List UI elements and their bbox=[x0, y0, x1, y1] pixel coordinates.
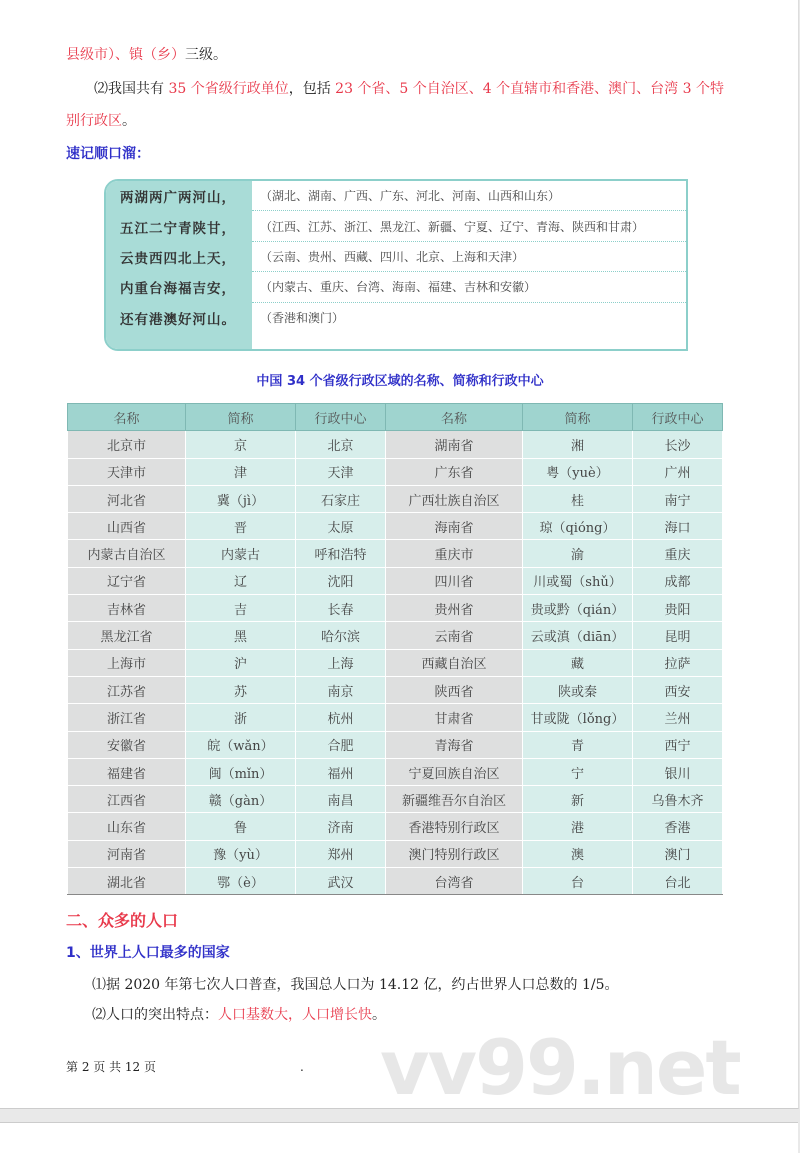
mnemonic-verses bbox=[106, 181, 252, 349]
highlight-text: 县级市）、镇（乡） bbox=[66, 47, 185, 63]
table-cell: 呼和浩特 bbox=[296, 540, 386, 567]
table-cell: 哈尔滨 bbox=[296, 622, 386, 649]
table-row bbox=[68, 840, 723, 867]
table-cell: 浙江省 bbox=[68, 704, 186, 731]
table-cell: 香港 bbox=[633, 813, 723, 840]
table-row bbox=[68, 676, 723, 703]
table-cell: 云或滇（diān） bbox=[523, 622, 633, 649]
table-cell: 浙 bbox=[186, 704, 296, 731]
table-cell: 西安 bbox=[633, 676, 723, 703]
table-cell: 黑 bbox=[186, 622, 296, 649]
table-cell: 澳门 bbox=[633, 840, 723, 867]
mnemonic-title: 速记顺口溜： bbox=[66, 146, 150, 162]
table-cell: 广西壮族自治区 bbox=[386, 485, 523, 512]
table-cell: 苏 bbox=[186, 676, 296, 703]
mnemonic-box bbox=[104, 179, 688, 351]
table-row bbox=[68, 786, 723, 813]
table-cell: 湖北省 bbox=[68, 868, 186, 895]
table-cell: 台湾省 bbox=[386, 868, 523, 895]
text: 。 bbox=[122, 113, 136, 129]
table-cell: 成都 bbox=[633, 567, 723, 594]
table-cell: 京 bbox=[186, 431, 296, 458]
table-cell: 重庆市 bbox=[386, 540, 523, 567]
table-cell: 贵阳 bbox=[633, 595, 723, 622]
table-cell: 天津 bbox=[296, 458, 386, 485]
table-cell: 河南省 bbox=[68, 840, 186, 867]
table-header-row bbox=[68, 404, 723, 431]
province-table bbox=[67, 403, 723, 895]
mnemonic-notes bbox=[252, 181, 686, 349]
mnemonic-note: （内蒙古、重庆、台湾、海南、福建、吉林和安徽） bbox=[252, 272, 686, 302]
table-cell: 长春 bbox=[296, 595, 386, 622]
section-heading: 二、众多的人口 bbox=[66, 911, 179, 930]
table-cell: 辽 bbox=[186, 567, 296, 594]
table-row bbox=[68, 540, 723, 567]
table-cell: 桂 bbox=[523, 485, 633, 512]
table-row bbox=[68, 758, 723, 785]
column-header: 名称 bbox=[68, 404, 186, 431]
table-row bbox=[68, 458, 723, 485]
table-row bbox=[68, 813, 723, 840]
table-cell: 西宁 bbox=[633, 731, 723, 758]
text: 。 bbox=[372, 1007, 386, 1023]
next-page bbox=[0, 1122, 798, 1153]
table-cell: 闽（mǐn） bbox=[186, 758, 296, 785]
text: 三级。 bbox=[185, 47, 227, 63]
table-cell: 沈阳 bbox=[296, 567, 386, 594]
population-paragraph-1: ⑴据 2020 年第七次人口普查，我国总人口为 14.12 亿，约占世界人口总数的 1/5。 bbox=[92, 977, 619, 993]
table-cell: 台 bbox=[523, 868, 633, 895]
mnemonic-note: （云南、贵州、西藏、四川、北京、上海和天津） bbox=[252, 242, 686, 272]
table-cell: 重庆 bbox=[633, 540, 723, 567]
table-cell: 北京 bbox=[296, 431, 386, 458]
highlight-text: 别行政区 bbox=[66, 113, 122, 129]
table-cell: 陕或秦 bbox=[523, 676, 633, 703]
column-header: 简称 bbox=[523, 404, 633, 431]
population-paragraph-2 bbox=[92, 1006, 386, 1024]
mnemonic-verse: 两湖两广两河山， bbox=[120, 190, 236, 207]
table-cell: 四川省 bbox=[386, 567, 523, 594]
table-cell: 西藏自治区 bbox=[386, 649, 523, 676]
table-cell: 赣（gàn） bbox=[186, 786, 296, 813]
table-cell: 宁夏回族自治区 bbox=[386, 758, 523, 785]
table-cell: 北京市 bbox=[68, 431, 186, 458]
mnemonic-verse: 云贵西四北上天， bbox=[120, 250, 236, 267]
table-cell: 上海市 bbox=[68, 649, 186, 676]
table-row bbox=[68, 567, 723, 594]
mnemonic-verse: 还有港澳好河山。 bbox=[120, 311, 236, 328]
table-cell: 贵州省 bbox=[386, 595, 523, 622]
subsection-heading: 1、世界上人口最多的国家 bbox=[66, 945, 230, 961]
table-row bbox=[68, 649, 723, 676]
text: ⑵人口的突出特点： bbox=[92, 1007, 218, 1023]
column-header: 行政中心 bbox=[633, 404, 723, 431]
table-cell: 吉 bbox=[186, 595, 296, 622]
table-cell: 江苏省 bbox=[68, 676, 186, 703]
table-cell: 上海 bbox=[296, 649, 386, 676]
table-cell: 粤（yuè） bbox=[523, 458, 633, 485]
table-cell: 沪 bbox=[186, 649, 296, 676]
table-cell: 江西省 bbox=[68, 786, 186, 813]
column-header: 行政中心 bbox=[296, 404, 386, 431]
table-cell: 澳门特别行政区 bbox=[386, 840, 523, 867]
table-cell: 新 bbox=[523, 786, 633, 813]
table-cell: 藏 bbox=[523, 649, 633, 676]
table-cell: 内蒙古自治区 bbox=[68, 540, 186, 567]
table-cell: 澳 bbox=[523, 840, 633, 867]
table-cell: 南宁 bbox=[633, 485, 723, 512]
highlight-text: 人口基数大，人口增长快 bbox=[218, 1007, 372, 1023]
table-cell: 豫（yù） bbox=[186, 840, 296, 867]
table-cell: 渝 bbox=[523, 540, 633, 567]
table-cell: 新疆维吾尔自治区 bbox=[386, 786, 523, 813]
table-row bbox=[68, 704, 723, 731]
table-cell: 昆明 bbox=[633, 622, 723, 649]
table-cell: 石家庄 bbox=[296, 485, 386, 512]
table-cell: 天津市 bbox=[68, 458, 186, 485]
highlight-text: 35 个省级行政单位 bbox=[168, 81, 289, 97]
table-cell: 广州 bbox=[633, 458, 723, 485]
table-caption: 中国 34 个省级行政区域的名称、简称和行政中心 bbox=[256, 374, 544, 389]
watermark: vv99.net bbox=[380, 1023, 740, 1109]
table-cell: 海南省 bbox=[386, 513, 523, 540]
table-cell: 河北省 bbox=[68, 485, 186, 512]
mnemonic-verse: 五江二宁青陕甘， bbox=[120, 220, 236, 237]
table-row bbox=[68, 485, 723, 512]
mnemonic-note: （湖北、湖南、广西、广东、河北、河南、山西和山东） bbox=[252, 181, 686, 211]
table-cell: 鲁 bbox=[186, 813, 296, 840]
table-cell: 台北 bbox=[633, 868, 723, 895]
table-cell: 兰州 bbox=[633, 704, 723, 731]
table-cell: 宁 bbox=[523, 758, 633, 785]
column-header: 简称 bbox=[186, 404, 296, 431]
table-cell: 青海省 bbox=[386, 731, 523, 758]
table-cell: 杭州 bbox=[296, 704, 386, 731]
table-cell: 云南省 bbox=[386, 622, 523, 649]
table-cell: 黑龙江省 bbox=[68, 622, 186, 649]
table-cell: 津 bbox=[186, 458, 296, 485]
table-cell: 武汉 bbox=[296, 868, 386, 895]
table-cell: 湘 bbox=[523, 431, 633, 458]
text: ，包括 bbox=[288, 81, 336, 97]
table-cell: 福建省 bbox=[68, 758, 186, 785]
page-number: 第 2 页 共 12 页 bbox=[66, 1060, 156, 1074]
highlight-text: 23 个省、5 个自治区、4 个直辖市和香港、澳门、台湾 3 个特 bbox=[335, 81, 724, 97]
table-cell: 甘肃省 bbox=[386, 704, 523, 731]
intro-line-1 bbox=[66, 46, 227, 64]
table-cell: 合肥 bbox=[296, 731, 386, 758]
column-header: 名称 bbox=[386, 404, 523, 431]
table-cell: 香港特别行政区 bbox=[386, 813, 523, 840]
table-cell: 山西省 bbox=[68, 513, 186, 540]
table-row bbox=[68, 622, 723, 649]
table-cell: 乌鲁木齐 bbox=[633, 786, 723, 813]
table-cell: 皖（wǎn） bbox=[186, 731, 296, 758]
table-cell: 内蒙古 bbox=[186, 540, 296, 567]
mnemonic-note: （香港和澳门） bbox=[260, 311, 345, 326]
table-cell: 晋 bbox=[186, 513, 296, 540]
intro-paragraph-2-cont bbox=[66, 112, 136, 130]
table-cell: 川或蜀（shǔ） bbox=[523, 567, 633, 594]
table-cell: 青 bbox=[523, 731, 633, 758]
text: ⑵我国共有 bbox=[94, 81, 169, 97]
table-row bbox=[68, 868, 723, 895]
table-row bbox=[68, 513, 723, 540]
footer-dot: . bbox=[300, 1060, 304, 1074]
mnemonic-verse: 内重台海福吉安， bbox=[120, 281, 236, 298]
table-cell: 银川 bbox=[633, 758, 723, 785]
mnemonic-note: （江西、江苏、浙江、黑龙江、新疆、宁夏、辽宁、青海、陕西和甘肃） bbox=[252, 211, 686, 241]
table-row bbox=[68, 731, 723, 758]
table-cell: 福州 bbox=[296, 758, 386, 785]
table-cell: 吉林省 bbox=[68, 595, 186, 622]
table-cell: 陕西省 bbox=[386, 676, 523, 703]
table-cell: 拉萨 bbox=[633, 649, 723, 676]
table-cell: 鄂（è） bbox=[186, 868, 296, 895]
table-cell: 辽宁省 bbox=[68, 567, 186, 594]
table-cell: 甘或陇（lǒng） bbox=[523, 704, 633, 731]
table-cell: 安徽省 bbox=[68, 731, 186, 758]
table-cell: 山东省 bbox=[68, 813, 186, 840]
table-row bbox=[68, 431, 723, 458]
table-cell: 海口 bbox=[633, 513, 723, 540]
table-cell: 太原 bbox=[296, 513, 386, 540]
table-cell: 贵或黔（qián） bbox=[523, 595, 633, 622]
table-cell: 湖南省 bbox=[386, 431, 523, 458]
table-cell: 广东省 bbox=[386, 458, 523, 485]
intro-paragraph-2 bbox=[94, 80, 724, 98]
table-cell: 港 bbox=[523, 813, 633, 840]
table-cell: 冀（jì） bbox=[186, 485, 296, 512]
table-cell: 琼（qióng） bbox=[523, 513, 633, 540]
table-cell: 南昌 bbox=[296, 786, 386, 813]
table-cell: 济南 bbox=[296, 813, 386, 840]
table-cell: 南京 bbox=[296, 676, 386, 703]
table-cell: 郑州 bbox=[296, 840, 386, 867]
table-cell: 长沙 bbox=[633, 431, 723, 458]
table-row bbox=[68, 595, 723, 622]
